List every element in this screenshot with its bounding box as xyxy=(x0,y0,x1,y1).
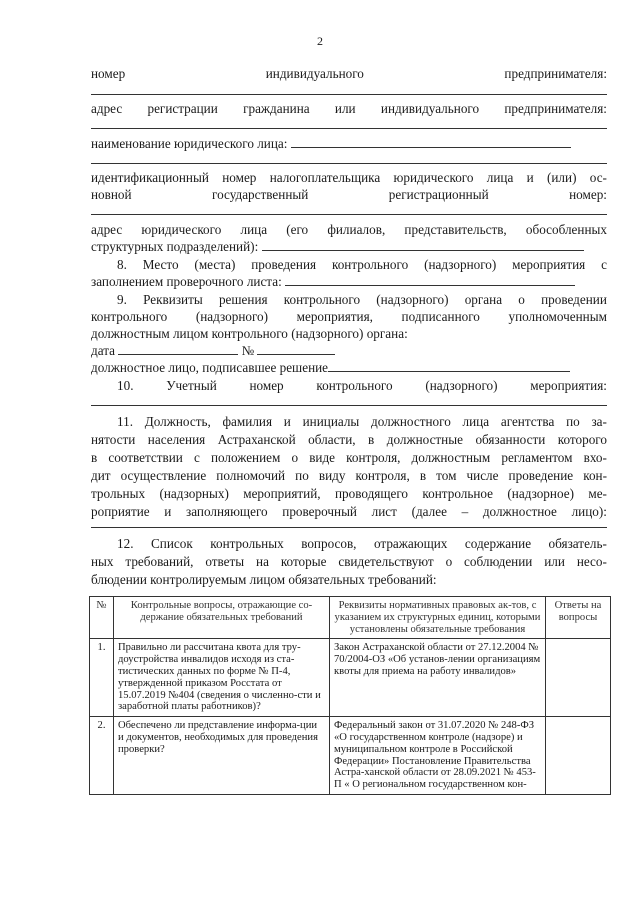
word: идентификационный xyxy=(91,170,209,185)
table-header-row xyxy=(90,597,611,639)
blank-line xyxy=(91,163,607,164)
word: подписанного xyxy=(401,309,480,324)
word: уполномоченным xyxy=(508,309,607,324)
row-number: 2. xyxy=(90,717,114,795)
word: том xyxy=(436,468,457,483)
word: регистрационный xyxy=(388,187,489,202)
blank-line xyxy=(91,405,607,406)
word: о xyxy=(445,554,453,569)
word: нятости xyxy=(91,432,136,447)
line-12-cont xyxy=(91,554,607,569)
word: по xyxy=(295,468,309,483)
word: Учетный xyxy=(166,378,217,393)
word: соблюдении xyxy=(464,554,533,569)
word: ных xyxy=(91,554,114,569)
word: номер xyxy=(249,378,284,393)
word: которого xyxy=(557,432,607,447)
word: в xyxy=(368,432,375,447)
blank-line xyxy=(91,527,607,528)
word: гражданина xyxy=(243,101,310,116)
word: населения xyxy=(147,432,206,447)
line-date-number: дата № xyxy=(91,343,607,358)
table-row xyxy=(90,639,611,717)
word: обособленных xyxy=(525,222,607,237)
word: номер xyxy=(91,66,126,81)
word: мероприятия xyxy=(512,257,586,272)
word: с xyxy=(193,450,200,465)
blank-line xyxy=(91,94,607,95)
word: фамилия xyxy=(222,414,273,429)
word: (надзорных) xyxy=(159,486,229,501)
line-11-cont xyxy=(91,504,607,519)
word: полномочий xyxy=(216,468,286,483)
word: контрольного xyxy=(283,292,361,307)
word: вхо- xyxy=(583,450,607,465)
word: должностного xyxy=(371,414,451,429)
word: мероприятий, xyxy=(243,486,321,501)
word: обязатель- xyxy=(548,536,607,551)
line-inn xyxy=(91,170,607,185)
word: осуществление xyxy=(120,468,207,483)
word: адрес xyxy=(91,101,123,116)
word: контрольного xyxy=(316,378,393,393)
word: и xyxy=(283,414,291,429)
word: – xyxy=(461,504,469,519)
word: проводящего xyxy=(334,486,409,501)
word: или xyxy=(334,101,356,116)
blank-line xyxy=(91,128,607,129)
word: (надзорного) xyxy=(425,378,498,393)
word: юридического xyxy=(393,170,474,185)
word: лица xyxy=(462,414,490,429)
line-legal-address xyxy=(91,222,607,237)
word: контрольного xyxy=(91,309,168,324)
word: отражающих xyxy=(373,536,448,551)
word: индивидуального xyxy=(380,101,480,116)
word: должностным xyxy=(411,450,491,465)
word: виде xyxy=(309,450,336,465)
word: требований, xyxy=(125,554,194,569)
word: агентства xyxy=(500,414,555,429)
item-11-official xyxy=(117,414,607,429)
word: свидетельствуют xyxy=(338,554,434,569)
word: Список xyxy=(150,536,193,551)
word: которые xyxy=(280,554,327,569)
word: и xyxy=(164,504,172,519)
word: трольных xyxy=(91,486,146,501)
word: контроля, xyxy=(355,468,410,483)
word: решения xyxy=(218,292,268,307)
line-ogrn xyxy=(91,187,607,202)
word: несо- xyxy=(576,554,607,569)
word: предпринимателя: xyxy=(504,66,607,81)
word: ос- xyxy=(589,170,607,185)
header-number: № xyxy=(90,597,114,639)
word: содержание xyxy=(464,536,532,551)
word: области, xyxy=(308,432,356,447)
line-11-cont xyxy=(91,486,607,501)
line-structural-units: структурных подразделений): xyxy=(91,239,607,254)
word: 10. xyxy=(117,378,134,393)
word: должностные xyxy=(386,432,463,447)
page-number: 2 xyxy=(317,34,323,48)
word: контрольного xyxy=(331,257,409,272)
word: или xyxy=(544,554,565,569)
line-legal-entity-name: наименование юридического лица: xyxy=(91,136,607,151)
line-11-cont xyxy=(91,450,607,465)
word: 12. xyxy=(117,536,134,551)
header-answers: Ответы на вопросы xyxy=(546,597,611,639)
word: (надзорного) xyxy=(424,257,497,272)
row-acts: Закон Астраханской области от 27.12.2004 № 70/2004-ОЗ «Об установ-лении организациям квоты для приема на работу инвалидов» xyxy=(330,639,546,717)
word: о xyxy=(518,292,525,307)
word: Должность, xyxy=(144,414,211,429)
word: контрольное xyxy=(422,486,494,501)
word: контроля, xyxy=(346,450,401,465)
line-12-cont: блюдении контролируемым лицом обязательных требований: xyxy=(91,572,437,587)
word: представительств, xyxy=(404,222,507,237)
line-checklist-fill: заполнением проверочного листа: xyxy=(91,274,607,289)
header-question: Контрольные вопросы, отражающие со-держание обязательных требований xyxy=(114,597,330,639)
word: числе xyxy=(466,468,499,483)
item-10-account-number xyxy=(117,378,607,393)
line-entrepreneur-number xyxy=(91,66,607,81)
word: в xyxy=(91,450,98,465)
row-number: 1. xyxy=(90,639,114,717)
word: контрольных xyxy=(210,536,284,551)
word: юридического xyxy=(141,222,222,237)
word: (надзорное) xyxy=(507,486,574,501)
word: Реквизиты xyxy=(143,292,203,307)
word: по xyxy=(566,414,580,429)
word: с xyxy=(601,257,607,272)
word: ме- xyxy=(588,486,607,501)
word: филиалов, xyxy=(327,222,386,237)
word: проведения xyxy=(251,257,317,272)
word: номер: xyxy=(569,187,607,202)
word: должностное xyxy=(482,504,557,519)
item-12-questions xyxy=(117,536,607,551)
word: инициалы xyxy=(302,414,360,429)
header-acts: Реквизиты нормативных правовых ак-тов, с указанием их структурных единиц, которыми установлены обязательные требования xyxy=(330,597,546,639)
row-answer[interactable] xyxy=(546,717,611,795)
word: проведение xyxy=(508,468,574,483)
word: индивидуального xyxy=(265,66,364,81)
word: лицо): xyxy=(571,504,607,519)
word: лица xyxy=(240,222,268,237)
word: о xyxy=(291,450,299,465)
word: виду xyxy=(318,468,346,483)
line-11-cont xyxy=(91,432,607,447)
line-signed-by: должностное лицо, подписавшее решение xyxy=(91,360,607,375)
word: на xyxy=(256,554,269,569)
word: адрес xyxy=(91,222,123,237)
row-question: Правильно ли рассчитана квота для тру-доустройства инвалидов исходя из ста-тистических данных по форме № П-4, утвержденной приказом Росстата от 15.07.2019 №404 (сведения о численно-сти и заработной платы работников)? xyxy=(114,639,330,717)
word: (или) xyxy=(546,170,577,185)
word: Место xyxy=(142,257,179,272)
word: (его xyxy=(286,222,309,237)
word: проведении xyxy=(541,292,607,307)
word: Астраханской xyxy=(217,432,296,447)
word: ответы xyxy=(205,554,245,569)
item-9-decision xyxy=(117,292,607,307)
word: кон- xyxy=(583,468,607,483)
word: проверочный xyxy=(282,504,357,519)
row-answer[interactable] xyxy=(546,639,611,717)
word: и xyxy=(526,170,534,185)
word: органа xyxy=(464,292,503,307)
word: новной xyxy=(91,187,132,202)
word: (надзорного) xyxy=(376,292,449,307)
word: 8. xyxy=(117,257,127,272)
word: роприятие xyxy=(91,504,150,519)
word: соответствии xyxy=(108,450,183,465)
word: налогоплательщика xyxy=(269,170,381,185)
row-question: Обеспечено ли представление информа-ции и документов, необходимых для проведения проверки? xyxy=(114,717,330,795)
item-8-place xyxy=(117,257,607,272)
word: регистрации xyxy=(147,101,218,116)
word: (места) xyxy=(194,257,236,272)
word: (надзорного) xyxy=(195,309,269,324)
word: лица xyxy=(486,170,514,185)
word: дит xyxy=(91,468,111,483)
word: регламентом xyxy=(501,450,573,465)
word: положением xyxy=(210,450,281,465)
word: (далее xyxy=(411,504,447,519)
blank-line xyxy=(91,214,607,215)
word: в xyxy=(419,468,427,483)
row-acts: Федеральный закон от 31.07.2020 № 248-ФЗ «О государственном контроле (надзоре) и муниципальном контроле в Российской Федерации» Постановление Правительства Астра-ханской области от 28.09.2021 № 453-П « О региональном государственном кон- xyxy=(330,717,546,795)
line-decision-cont xyxy=(91,309,607,324)
requirements-table xyxy=(89,596,611,795)
line-official: должностным лицом контрольного (надзорного) органа: xyxy=(91,326,408,341)
word: мероприятия, xyxy=(296,309,373,324)
line-registration-address xyxy=(91,101,607,116)
table-row xyxy=(90,717,611,795)
word: вопросов, xyxy=(301,536,357,551)
word: 9. xyxy=(117,292,127,307)
word: за- xyxy=(591,414,607,429)
word: лист xyxy=(371,504,397,519)
word: обязанности xyxy=(475,432,546,447)
word: государственный xyxy=(212,187,309,202)
word: заполняющего xyxy=(186,504,268,519)
word: номер xyxy=(222,170,257,185)
line-11-cont xyxy=(91,468,607,483)
word: предпринимателя: xyxy=(504,101,607,116)
word: мероприятия: xyxy=(530,378,607,393)
word: 11. xyxy=(117,414,133,429)
